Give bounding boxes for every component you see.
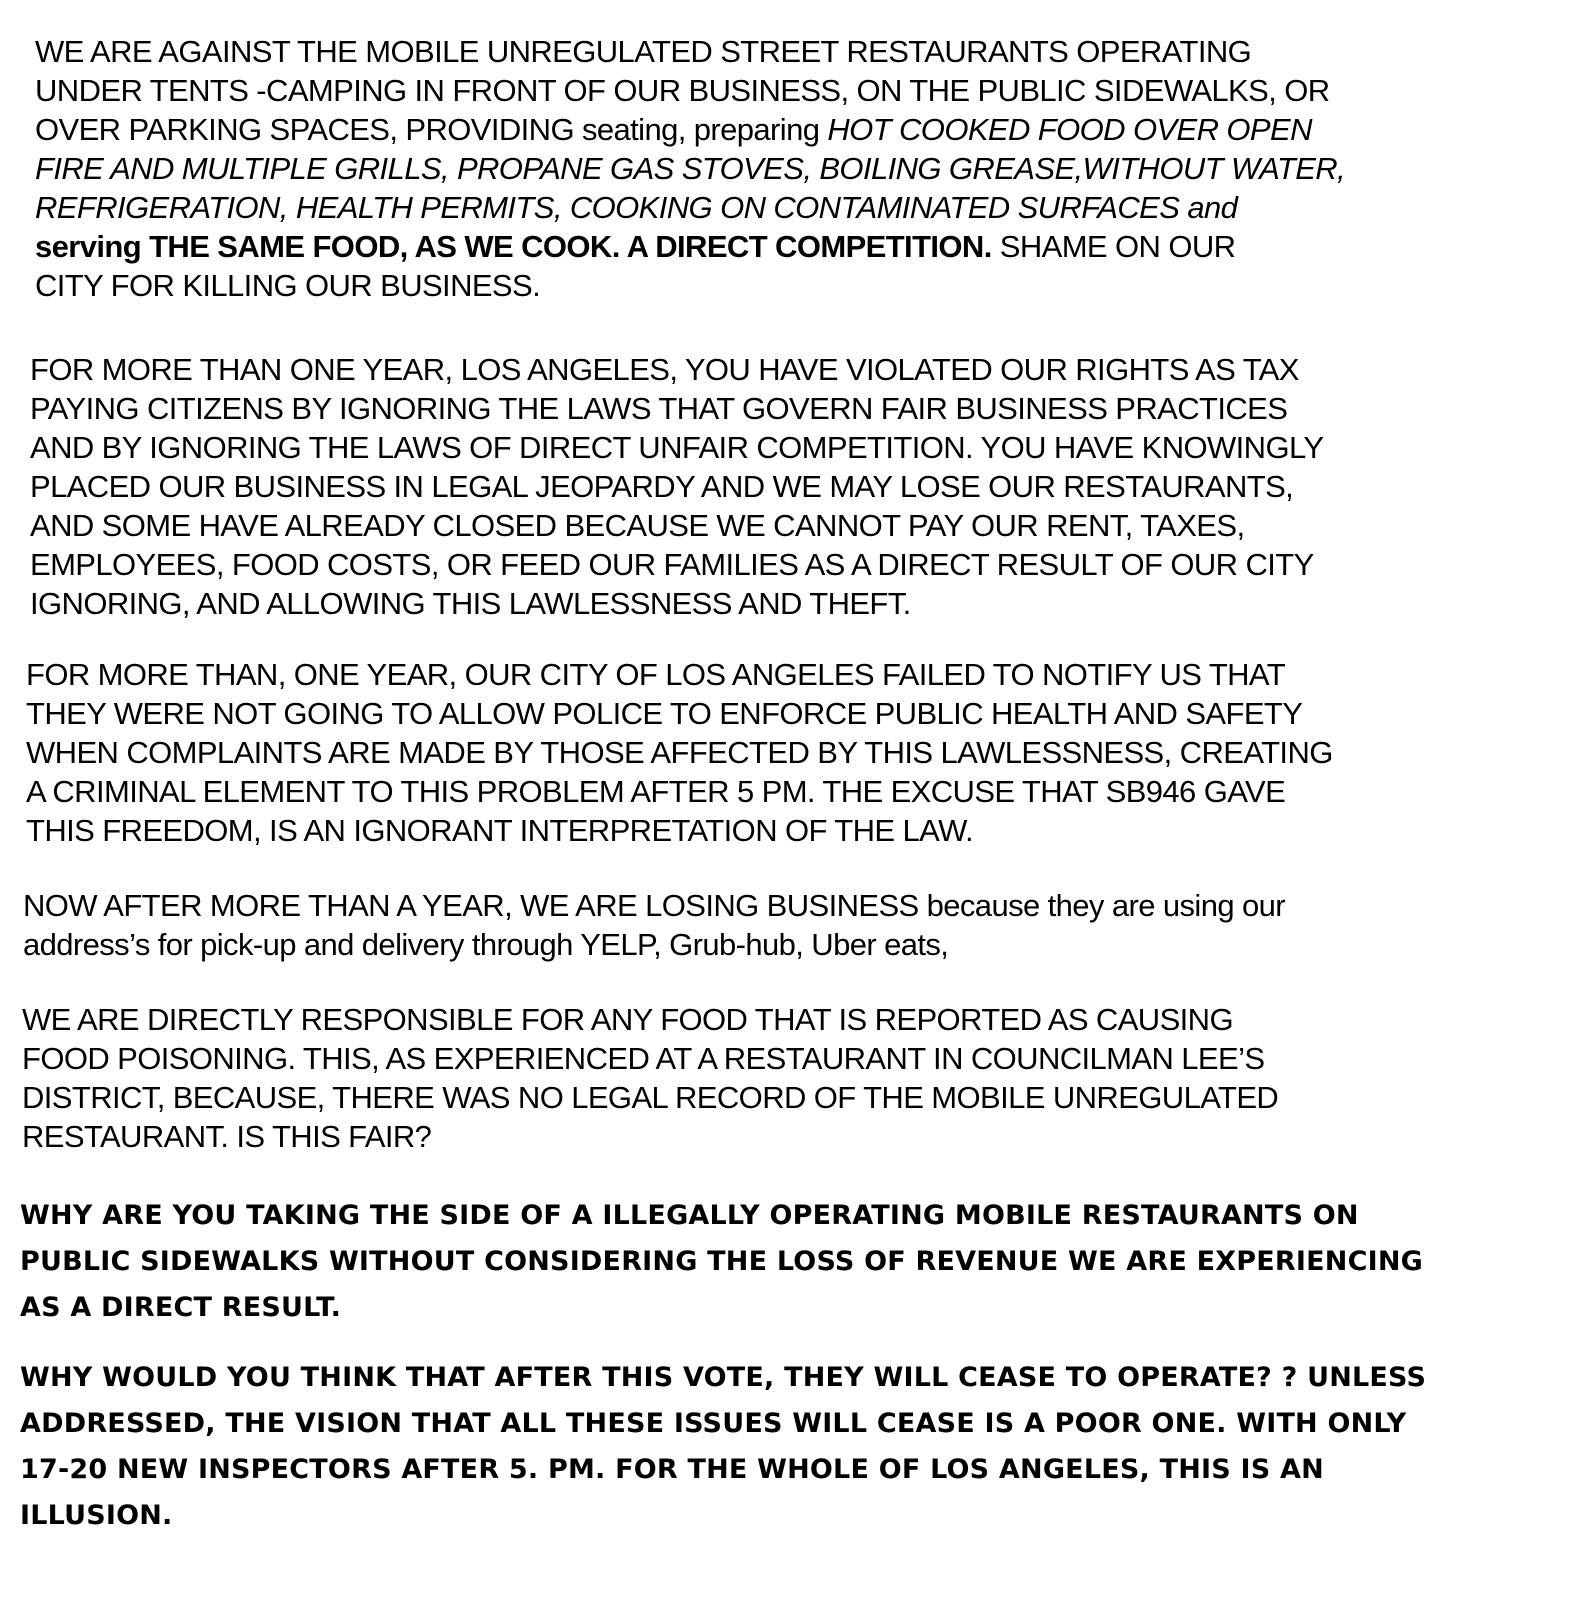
text-line: WHY ARE YOU TAKING THE SIDE OF A ILLEGALLY OPERATING MOBILE RESTAURANTS ON xyxy=(20,1200,1359,1231)
italic-text-line: REFRIGERATION, HEALTH PERMITS, COOKING ON CONTAMINATED SURFACES and xyxy=(35,190,1238,225)
text-line: PUBLIC SIDEWALKS WITHOUT CONSIDERING THE LOSS OF REVENUE WE ARE EXPERIENCING xyxy=(20,1246,1423,1277)
text-line: IGNORING, AND ALLOWING THIS LAWLESSNESS AND THEFT. xyxy=(30,586,911,621)
text-line: ILLUSION. xyxy=(20,1500,173,1531)
text-line: AND SOME HAVE ALREADY CLOSED BECAUSE WE CANNOT PAY OUR RENT, TAXES, xyxy=(30,508,1245,543)
text-line: WHY WOULD YOU THINK THAT AFTER THIS VOTE, THEY WILL CEASE TO OPERATE? ? UNLESS xyxy=(20,1362,1427,1393)
text-line xyxy=(35,110,1345,149)
text-line: THIS FREEDOM, IS AN IGNORANT INTERPRETATION OF THE LAW. xyxy=(26,813,974,848)
paragraph-failed-to-notify xyxy=(26,655,1333,850)
text-line: ADDRESSED, THE VISION THAT ALL THESE ISSUES WILL CEASE IS A POOR ONE. WITH ONLY xyxy=(20,1408,1407,1439)
text-line: WE ARE DIRECTLY RESPONSIBLE FOR ANY FOOD THAT IS REPORTED AS CAUSING xyxy=(22,1002,1233,1037)
bold-text-segment: serving THE SAME FOOD, AS WE COOK. A DIRECT COMPETITION. xyxy=(35,229,992,264)
text-line: address’s for pick-up and delivery through YELP, Grub-hub, Uber eats, xyxy=(23,927,949,962)
italic-text-segment: HOT COOKED FOOD OVER OPEN xyxy=(827,112,1312,147)
paragraph-against-mobile-restaurants xyxy=(35,32,1345,305)
text-segment: SHAME ON OUR xyxy=(991,229,1236,264)
text-line: DISTRICT, BECAUSE, THERE WAS NO LEGAL RECORD OF THE MOBILE UNREGULATED xyxy=(22,1080,1279,1115)
text-line: WE ARE AGAINST THE MOBILE UNREGULATED STREET RESTAURANTS OPERATING xyxy=(35,34,1252,69)
text-line: A CRIMINAL ELEMENT TO THIS PROBLEM AFTER 5 PM. THE EXCUSE THAT SB946 GAVE xyxy=(26,774,1286,809)
text-line: AS A DIRECT RESULT. xyxy=(20,1292,342,1323)
text-line: EMPLOYEES, FOOD COSTS, OR FEED OUR FAMILIES AS A DIRECT RESULT OF OUR CITY xyxy=(30,547,1314,582)
text-line: FOOD POISONING. THIS, AS EXPERIENCED AT A RESTAURANT IN COUNCILMAN LEE’S xyxy=(22,1041,1265,1076)
text-line: THEY WERE NOT GOING TO ALLOW POLICE TO ENFORCE PUBLIC HEALTH AND SAFETY xyxy=(26,696,1303,731)
paragraph-why-cease-to-operate xyxy=(20,1355,1426,1539)
text-line: 17-20 NEW INSPECTORS AFTER 5. PM. FOR THE WHOLE OF LOS ANGELES, THIS IS AN xyxy=(20,1454,1324,1485)
text-line: CITY FOR KILLING OUR BUSINESS. xyxy=(35,268,541,303)
text-line: FOR MORE THAN ONE YEAR, LOS ANGELES, YOU HAVE VIOLATED OUR RIGHTS AS TAX xyxy=(30,352,1299,387)
paragraph-losing-business xyxy=(23,886,1285,964)
text-line: RESTAURANT. IS THIS FAIR? xyxy=(22,1119,432,1154)
text-line: PLACED OUR BUSINESS IN LEGAL JEOPARDY AND WE MAY LOSE OUR RESTAURANTS, xyxy=(30,469,1294,504)
paragraph-violated-rights xyxy=(30,350,1323,623)
italic-text-line: FIRE AND MULTIPLE GRILLS, PROPANE GAS STOVES, BOILING GREASE,WITHOUT WATER, xyxy=(35,151,1346,186)
text-line: NOW AFTER MORE THAN A YEAR, WE ARE LOSING BUSINESS because they are using our xyxy=(23,888,1285,923)
text-line: WHEN COMPLAINTS ARE MADE BY THOSE AFFECTED BY THIS LAWLESSNESS, CREATING xyxy=(26,735,1333,770)
text-line: AND BY IGNORING THE LAWS OF DIRECT UNFAIR COMPETITION. YOU HAVE KNOWINGLY xyxy=(30,430,1324,465)
paragraph-directly-responsible xyxy=(22,1000,1278,1156)
text-segment: OVER PARKING SPACES, PROVIDING seating, preparing xyxy=(35,112,828,147)
text-line: PAYING CITIZENS BY IGNORING THE LAWS THAT GOVERN FAIR BUSINESS PRACTICES xyxy=(30,391,1288,426)
text-line xyxy=(35,227,1345,266)
paragraph-why-taking-side xyxy=(20,1193,1423,1331)
text-line: UNDER TENTS -CAMPING IN FRONT OF OUR BUSINESS, ON THE PUBLIC SIDEWALKS, OR xyxy=(35,73,1330,108)
text-line: FOR MORE THAN, ONE YEAR, OUR CITY OF LOS ANGELES FAILED TO NOTIFY US THAT xyxy=(26,657,1286,692)
